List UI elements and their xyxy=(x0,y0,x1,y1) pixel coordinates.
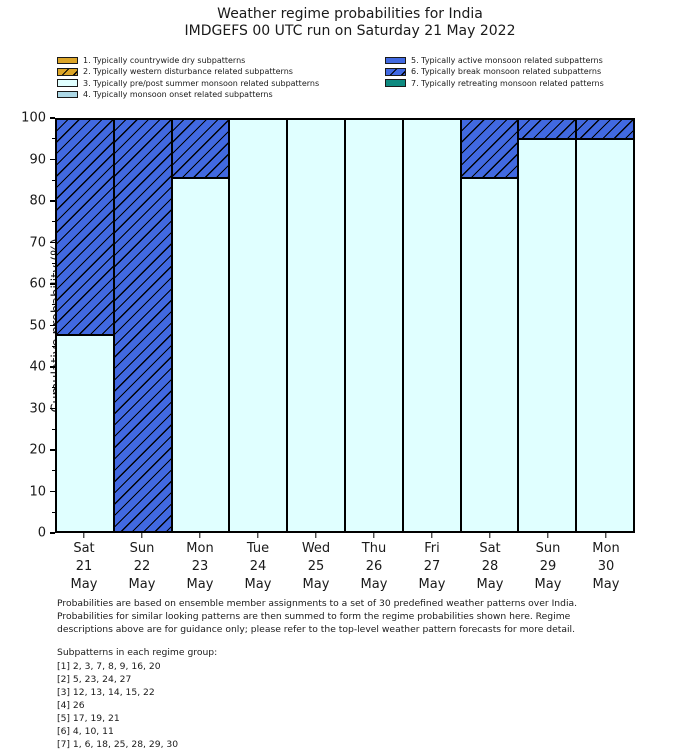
y-axis xyxy=(0,110,55,541)
x-tick-label-line: Sat xyxy=(479,541,501,556)
subpattern-item: [2] 5, 23, 24, 27 xyxy=(57,674,132,685)
x-tick-label-line: May xyxy=(244,577,272,592)
y-tick-label: 100 xyxy=(21,110,46,126)
footnote-line: Probabilities are based on ensemble member assignments to a set of 30 predefined weather patterns over India. xyxy=(57,598,578,609)
x-tick-label-line: 23 xyxy=(191,559,209,574)
legend-item-label: 1. Typically countrywide dry subpatterns xyxy=(83,56,246,66)
subpattern-item: [4] 26 xyxy=(57,700,85,711)
y-tick-label: 90 xyxy=(29,152,46,167)
x-tick-mark xyxy=(489,533,490,538)
y-tick-label: 30 xyxy=(29,401,46,416)
legend-item-label: 4. Typically monsoon onset related subpatterns xyxy=(83,90,273,100)
x-tick-label-line: 26 xyxy=(365,559,383,574)
bar-segment xyxy=(56,119,114,335)
x-tick-label xyxy=(71,540,98,594)
x-tick-label-line: May xyxy=(534,577,562,592)
chart-title-line2: IMDGEFS 00 UTC run on Saturday 21 May 2022 xyxy=(184,23,516,39)
y-tick-label: 80 xyxy=(29,193,46,209)
x-tick-label-line: 25 xyxy=(307,559,325,574)
bar-segment xyxy=(518,139,576,532)
x-tick-label-line: 29 xyxy=(539,559,557,574)
subpatterns-list xyxy=(57,660,178,751)
x-tick-mark xyxy=(547,533,548,538)
x-tick-label-line: 27 xyxy=(423,559,441,574)
subpatterns-title: Subpatterns in each regime group: xyxy=(57,647,218,658)
subpattern-item: [6] 4, 10, 11 xyxy=(57,726,114,737)
legend-swatch-icon xyxy=(57,79,78,87)
x-tick-label-line: Mon xyxy=(592,541,620,556)
legend-item-label: 2. Typically western disturbance related subpatterns xyxy=(83,67,293,77)
legend-item xyxy=(385,78,604,89)
x-axis-ticks xyxy=(55,533,635,538)
y-tick-label: 70 xyxy=(29,235,46,250)
legend-item xyxy=(57,66,319,77)
x-tick-mark xyxy=(199,533,200,538)
x-tick-mark xyxy=(141,533,142,538)
x-tick-label xyxy=(245,540,272,594)
legend-item-label: 5. Typically active monsoon related subpatterns xyxy=(411,56,603,66)
legend-swatch-icon xyxy=(385,68,406,76)
subpattern-item: [1] 2, 3, 7, 8, 9, 16, 20 xyxy=(57,661,161,672)
bar-segment xyxy=(172,119,230,178)
legend-item xyxy=(57,89,319,100)
x-tick-label-line: 28 xyxy=(481,559,499,574)
x-tick-mark xyxy=(257,533,258,538)
legend-swatch-icon xyxy=(385,79,406,87)
x-tick-label-line: Tue xyxy=(246,541,270,556)
subpattern-item: [5] 17, 19, 21 xyxy=(57,713,120,724)
bar-segment xyxy=(172,178,230,532)
legend-swatch-icon xyxy=(57,91,78,99)
x-tick-label-line: May xyxy=(592,577,620,592)
x-tick-label-line: 22 xyxy=(133,559,151,574)
x-tick-label-line: Sun xyxy=(535,541,561,556)
bar-segment xyxy=(114,119,172,532)
legend-swatch-icon xyxy=(57,68,78,76)
x-tick-label-line: May xyxy=(418,577,446,592)
chart-title-line1: Weather regime probabilities for India xyxy=(217,6,483,22)
bar-segment xyxy=(461,178,519,532)
x-tick-label xyxy=(419,540,446,594)
x-tick-label xyxy=(129,540,156,594)
x-tick-label-line: 24 xyxy=(249,559,267,574)
legend-item xyxy=(57,55,319,66)
x-tick-label-line: May xyxy=(476,577,504,592)
legend-column xyxy=(385,55,604,89)
x-tick-label-line: May xyxy=(128,577,156,592)
y-tick-label: 40 xyxy=(29,359,46,375)
legend-swatch-icon xyxy=(385,57,406,65)
bar-segment xyxy=(518,119,576,139)
bar-segment xyxy=(461,119,519,178)
x-tick-label xyxy=(186,540,213,594)
subpattern-item: [7] 1, 6, 18, 25, 28, 29, 30 xyxy=(57,739,179,750)
legend-item-label: 7. Typically retreating monsoon related patterns xyxy=(411,78,604,88)
bar-segment xyxy=(287,119,345,532)
x-tick-mark xyxy=(315,533,316,538)
x-tick-mark xyxy=(373,533,374,538)
x-tick-mark xyxy=(605,533,606,538)
x-tick-label xyxy=(592,540,619,594)
x-tick-label xyxy=(302,540,330,594)
bar-segment xyxy=(56,335,114,532)
y-tick-label: 20 xyxy=(29,442,46,458)
footnote-line: Probabilities for similar looking patterns are then summed to form the regime probabilities shown here. Regime xyxy=(57,611,571,623)
legend-swatch-icon xyxy=(57,57,78,65)
x-tick-mark xyxy=(431,533,432,538)
x-tick-label-line: Mon xyxy=(186,541,214,556)
bar-segment xyxy=(403,119,461,532)
subpattern-item: [3] 12, 13, 14, 15, 22 xyxy=(57,687,155,698)
footnote xyxy=(57,597,577,637)
x-tick-label-line: May xyxy=(302,577,330,592)
bar-segment xyxy=(576,139,634,532)
legend-item xyxy=(385,66,604,77)
x-tick-label-line: May xyxy=(70,577,98,592)
x-tick-label-line: May xyxy=(360,577,388,592)
x-tick-label xyxy=(361,540,388,594)
x-tick-label xyxy=(535,540,562,594)
legend-item-label: 3. Typically pre/post summer monsoon related subpatterns xyxy=(83,78,320,88)
x-tick-label-line: Sun xyxy=(129,541,155,556)
x-tick-label-line: Thu xyxy=(361,541,387,556)
x-tick-label-line: 30 xyxy=(597,559,615,574)
legend-item xyxy=(57,78,319,89)
x-tick-mark xyxy=(83,533,84,538)
x-tick-label-line: May xyxy=(186,577,214,592)
plot-area xyxy=(55,118,635,533)
legend-column xyxy=(57,55,319,100)
bar-segment xyxy=(229,119,287,532)
y-tick-label: 50 xyxy=(29,318,46,333)
x-tick-label-line: Wed xyxy=(301,541,331,556)
y-tick-label: 60 xyxy=(29,276,46,292)
bar-segment xyxy=(576,119,634,139)
footnote-line: descriptions above are for guidance only; please refer to the top-level weather pattern forecasts for more detail. xyxy=(57,624,576,636)
legend-item-label: 6. Typically break monsoon related subpatterns xyxy=(411,67,602,77)
y-tick-label: 10 xyxy=(29,484,46,499)
chart-title xyxy=(0,6,700,40)
x-tick-label-line: 21 xyxy=(75,559,93,574)
bar-segment xyxy=(345,119,403,532)
x-tick-label-line: Sat xyxy=(73,541,95,556)
legend-item xyxy=(385,55,604,66)
x-tick-label xyxy=(477,540,504,594)
x-tick-label-line: Fri xyxy=(424,541,440,556)
y-tick-label: 0 xyxy=(37,525,46,541)
